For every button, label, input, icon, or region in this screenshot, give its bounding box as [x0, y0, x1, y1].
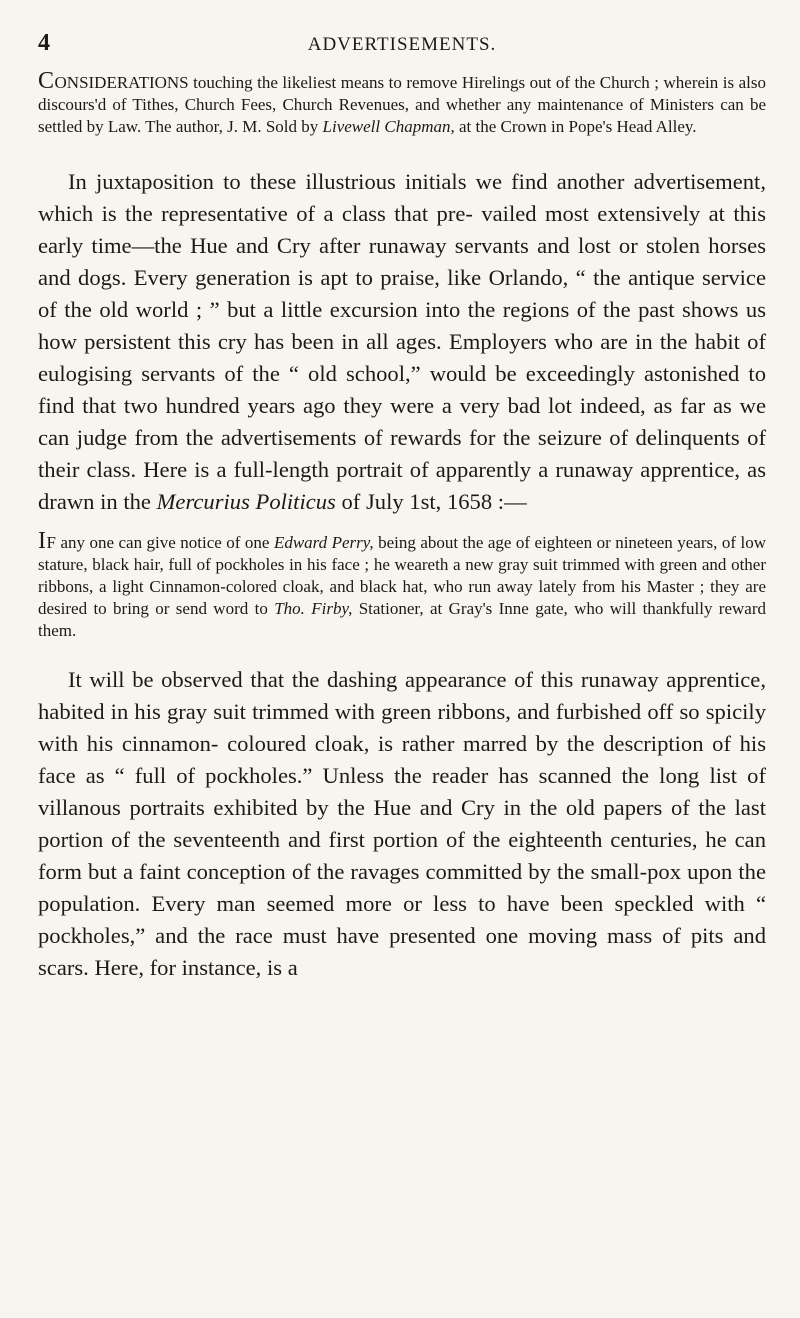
ad-text: Stationer, at Gray's Inne gate, who will thankfully reward them. — [38, 599, 766, 640]
body-paragraph-pockholes — [38, 664, 766, 984]
bookseller-name: Livewell Chapman, — [322, 117, 455, 136]
ad-text: touching the likeliest means to remove Hirelings out of the Church ; wherein is also discours'd of Tithes, Church Fees, Church Revenues, and whether any maintenance of Ministers can be settled by Law. The author, J. M. Sold by — [38, 73, 766, 136]
drop-letter: C — [38, 68, 55, 94]
stationer-name: Tho. Firby, — [274, 599, 353, 618]
book-page — [38, 30, 766, 984]
ad-text: any one can give notice of one — [55, 533, 274, 552]
ad-text: at the Crown in Pope's Head Alley. — [454, 117, 697, 136]
advertisement-runaway-apprentice — [38, 530, 766, 642]
running-head — [38, 30, 766, 60]
body-paragraph-hue-and-cry — [38, 166, 766, 518]
paragraph-text: It will be observed that the dashing appearance of this runaway apprentice, habited in his gray suit trimmed with green ribbons, and furbished off so spicily with his cinnamon- coloured cloak, is rather marred by the description of his face as “ full of pockholes.” Unless the reader has scanned the long list of villanous portraits exhibited by the Hue and Cry in the old papers of the last portion of the seventeenth and first portion of the eighteenth centuries, he can form but a faint conception of the ravages committed by the small-pox upon the population. Every man seemed more or less to have been speckled with “ pockholes,” and the race must have presented one moving mass of pits and scars. Here, for instance, is a — [38, 667, 766, 980]
publication-title: Mercurius Politicus — [156, 489, 336, 514]
drop-letter: I — [38, 528, 47, 554]
page-number: 4 — [38, 30, 51, 56]
ad-text: being about the age of eighteen or nineteen years, of low stature, black hair, full of pockholes in his face ; he weareth a new gray suit trimmed with green and other ribbons, a light Cinnamon-colored cloak, and black hat, who run away lately from his Master ; they are desired to bring or send word to — [38, 533, 766, 618]
paragraph-text: In juxtaposition to these illustrious initials we find another advertisement, which is the representative of a class that pre- vailed most extensively at this early time—the Hue and Cry after runaway servants and lost or stolen horses and dogs. Every generation is apt to praise, like Orlando, “ the antique service of the old world ; ” but a little excursion into the regions of the past shows us how persistent this cry has been in all ages. Employers who are in the habit of eulogising servants of the “ old school,” would be exceedingly astonished to find that two hundred years ago they were a very bad lot indeed, as far as we can judge from the advertisements of rewards for the seizure of delinquents of their class. Here is a full-length portrait of apparently a runaway apprentice, as drawn in the — [38, 169, 766, 514]
running-title: ADVERTISEMENTS. — [307, 34, 497, 55]
apprentice-name: Edward Perry, — [273, 533, 374, 552]
small-caps-word: ONSIDERATIONS — [54, 73, 189, 92]
paragraph-text: of July 1st, 1658 :— — [335, 489, 527, 514]
advertisement-considerations — [38, 70, 766, 138]
small-caps-word: F — [46, 533, 56, 552]
